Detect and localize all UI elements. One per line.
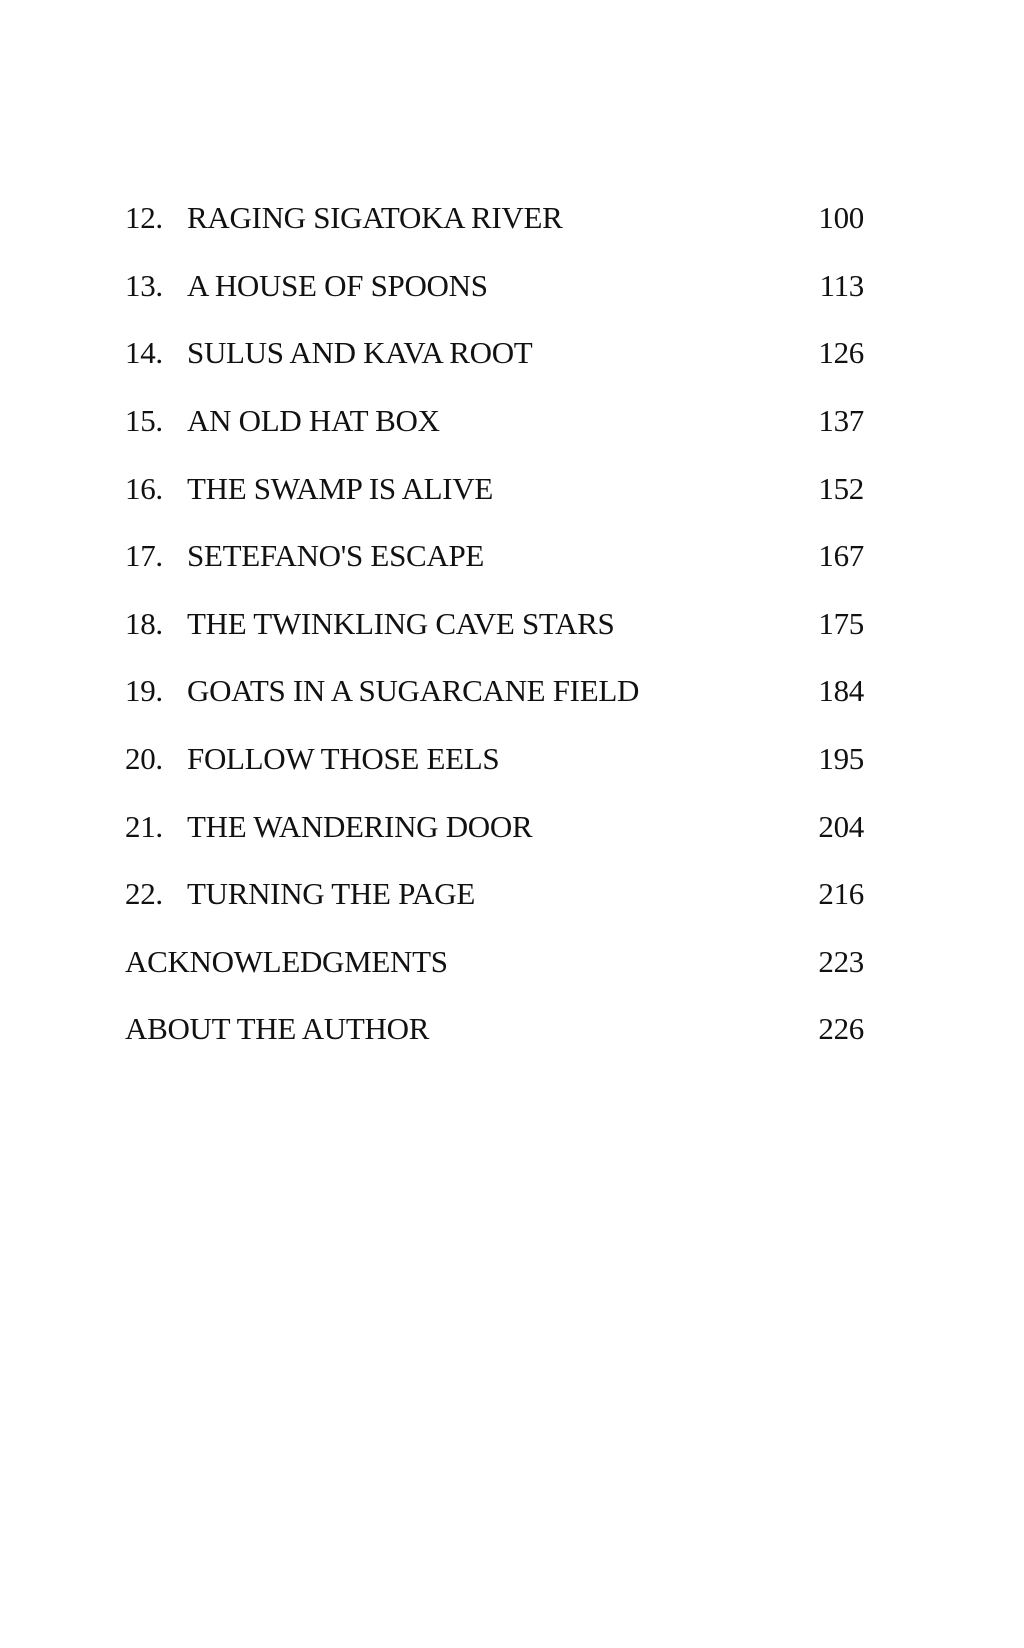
- chapter-title: GOATS IN A SUGARCANE FIELD: [187, 673, 640, 708]
- chapter-number: 16.: [125, 471, 163, 506]
- page-number: 126: [818, 335, 864, 370]
- toc-entry-about-the-author[interactable]: [0, 1009, 1024, 1049]
- page-number: 152: [818, 471, 864, 506]
- section-title: ACKNOWLEDGMENTS: [125, 944, 448, 979]
- chapter-title: THE SWAMP IS ALIVE: [187, 471, 494, 506]
- page-number: 167: [818, 538, 864, 573]
- toc-entry-acknowledgments[interactable]: [0, 942, 1024, 982]
- chapter-title: SETEFANO'S ESCAPE: [187, 538, 485, 573]
- toc-entry-14[interactable]: [0, 333, 1024, 373]
- chapter-number: 15.: [125, 403, 163, 438]
- toc-entry-21[interactable]: [0, 807, 1024, 847]
- section-title: ABOUT THE AUTHOR: [125, 1011, 430, 1046]
- page-number: 226: [818, 1011, 864, 1046]
- page-number: 216: [818, 876, 864, 911]
- chapter-number: 14.: [125, 335, 163, 370]
- chapter-title: TURNING THE PAGE: [187, 876, 475, 911]
- toc-entry-17[interactable]: [0, 536, 1024, 576]
- chapter-title: RAGING SIGATOKA RIVER: [187, 200, 563, 235]
- page-number: 223: [818, 944, 864, 979]
- page-number: 184: [818, 673, 864, 708]
- chapter-title: A HOUSE OF SPOONS: [187, 268, 488, 303]
- page-number: 175: [818, 606, 864, 641]
- toc-entry-16[interactable]: [0, 469, 1024, 509]
- chapter-number: 13.: [125, 268, 163, 303]
- chapter-title: AN OLD HAT BOX: [187, 403, 440, 438]
- toc-entry-13[interactable]: [0, 266, 1024, 306]
- chapter-title: FOLLOW THOSE EELS: [187, 741, 500, 776]
- chapter-number: 20.: [125, 741, 163, 776]
- chapter-number: 17.: [125, 538, 163, 573]
- chapter-title: THE TWINKLING CAVE STARS: [187, 606, 615, 641]
- toc-entry-22[interactable]: [0, 874, 1024, 914]
- toc-entry-15[interactable]: [0, 401, 1024, 441]
- page-number: 195: [818, 741, 864, 776]
- chapter-title: THE WANDERING DOOR: [187, 809, 533, 844]
- toc-entry-18[interactable]: [0, 604, 1024, 644]
- page-number: 204: [818, 809, 864, 844]
- chapter-number: 18.: [125, 606, 163, 641]
- chapter-number: 19.: [125, 673, 163, 708]
- toc-entry-19[interactable]: [0, 671, 1024, 711]
- toc-entry-20[interactable]: [0, 739, 1024, 779]
- toc-entry-12[interactable]: [0, 198, 1024, 238]
- chapter-title: SULUS AND KAVA ROOT: [187, 335, 533, 370]
- page-number: 100: [818, 200, 864, 235]
- page-number: 113: [819, 268, 864, 303]
- page-number: 137: [818, 403, 864, 438]
- chapter-number: 22.: [125, 876, 163, 911]
- chapter-number: 21.: [125, 809, 163, 844]
- chapter-number: 12.: [125, 200, 163, 235]
